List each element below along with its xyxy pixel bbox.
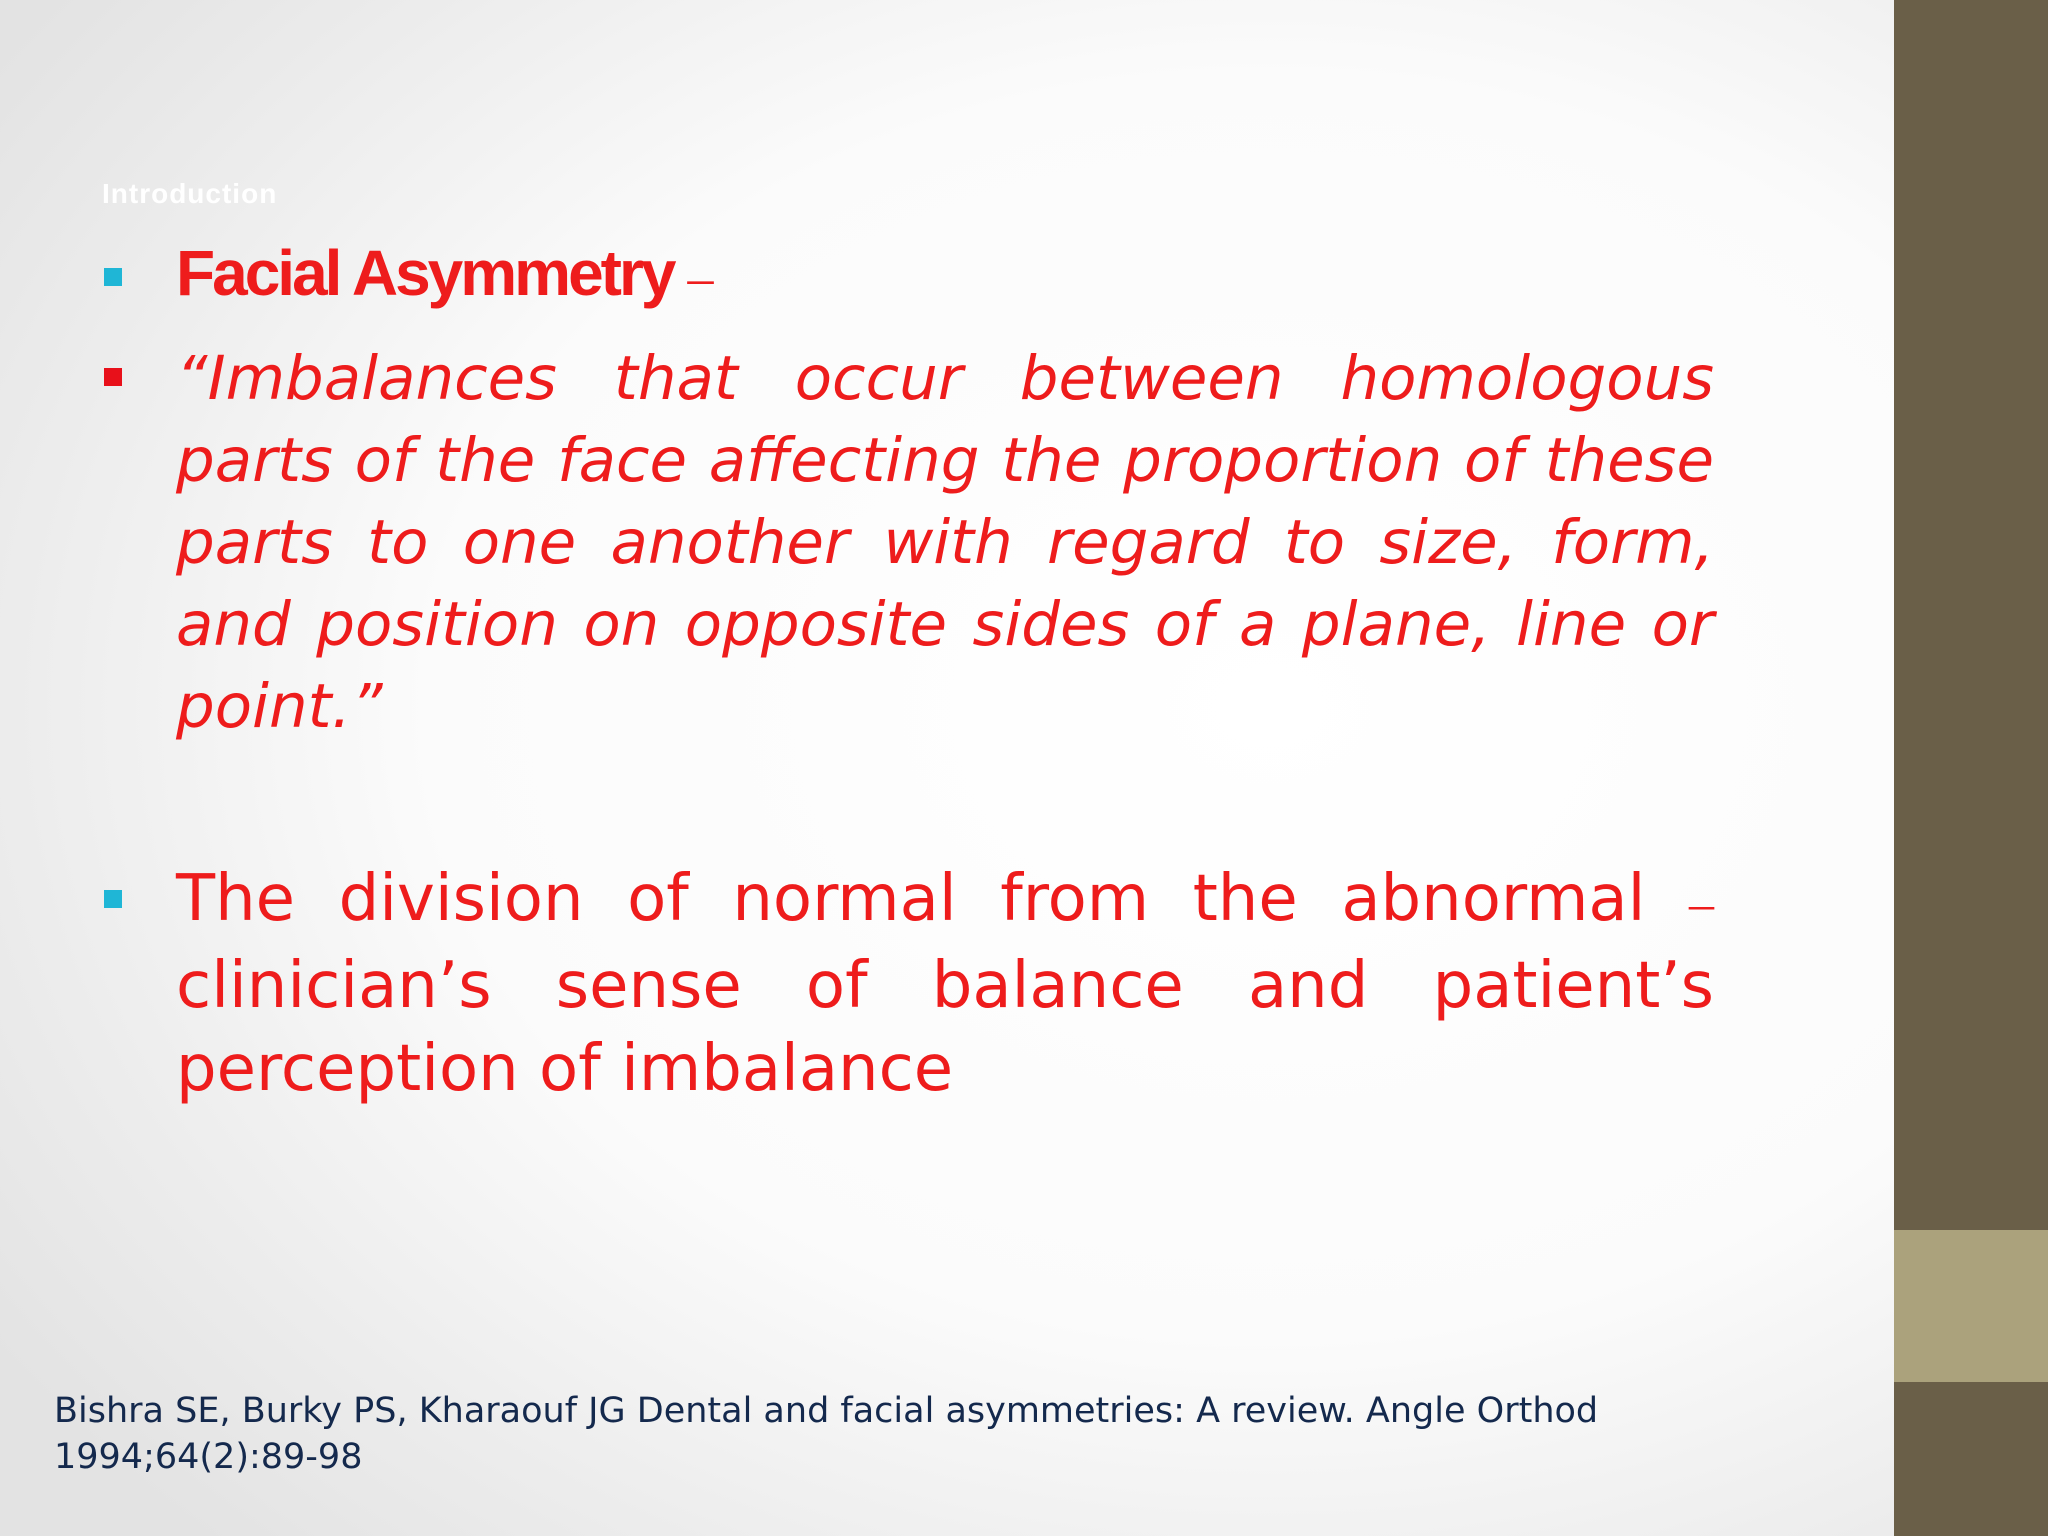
- square-bullet-icon: [104, 890, 122, 908]
- division-text-end: clinician’s sense of balance and patient’s perception of imbalance: [176, 949, 1714, 1106]
- division-dash: –: [1689, 875, 1715, 931]
- heading-facial-asymmetry: Facial Asymmetry: [176, 237, 674, 309]
- heading-line: [176, 236, 713, 310]
- definition-quote: “Imbalances that occur between homologous parts of the face affecting the proportion of these parts to one another with regard to size, form, and position on opposite sides of a plane, line or point.”: [176, 343, 1714, 742]
- heading-dash: –: [687, 250, 714, 307]
- sidebar-light-block: [1894, 1230, 2048, 1382]
- sidebar-dark-bottom-block: [1894, 1382, 2048, 1536]
- citation: Bishra SE, Burky PS, Kharaouf JG Dental and facial asymmetries: A review. Angle Orthod 1994;64(2):89-98: [54, 1391, 1599, 1477]
- division-paragraph: [176, 858, 1714, 1111]
- square-bullet-icon: [104, 268, 122, 286]
- sidebar-dark-top-block: [1894, 0, 2048, 1230]
- slide-title: Introduction: [102, 178, 278, 209]
- division-text-start: The division of normal from the abnormal: [176, 862, 1646, 936]
- square-bullet-icon: [104, 368, 122, 386]
